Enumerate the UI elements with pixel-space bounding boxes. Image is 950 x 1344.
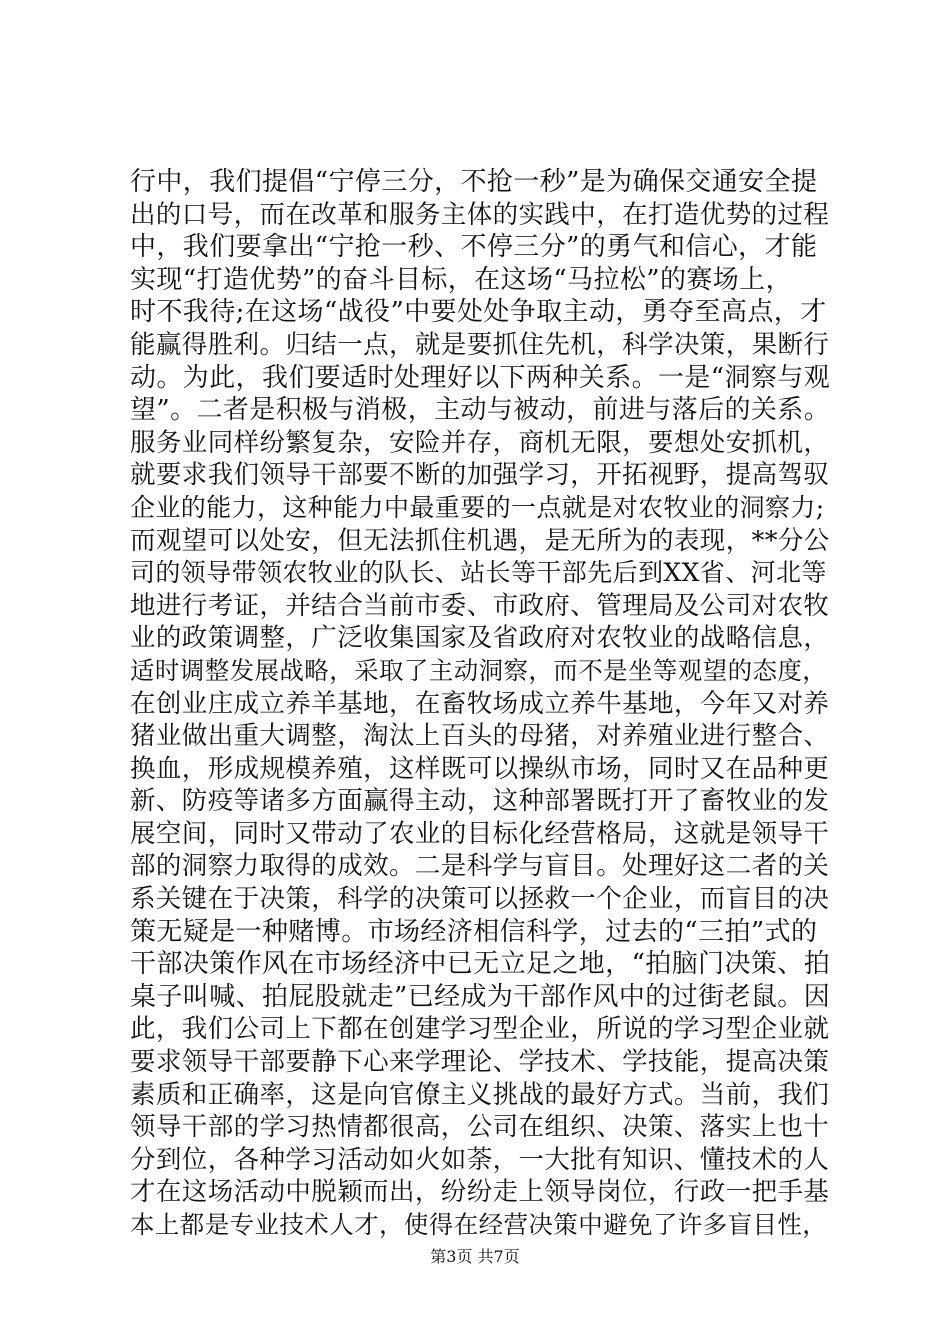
text-line: 就要求我们领导干部要不断的加强学习，开拓视野，提高驾驭 — [130, 460, 830, 491]
text-line: 企业的能力，这种能力中最重要的一点就是对农牧业的洞察力; — [130, 492, 825, 522]
text-line: 业的政策调整，广泛收集国家及省政府对农牧业的战略信息， — [130, 623, 830, 654]
text-line: 分到位，各种学习活动如火如荼，一大批有知识、懂技术的人 — [130, 1144, 830, 1175]
text-line: 司的领导带领农牧业的队长、站长等干部先后到XX省、河北等 — [130, 558, 827, 588]
page-number-footer: 第3页 共7页 — [430, 1247, 520, 1266]
text-line: 要求领导干部要静下心来学理论、学技术、学技能，提高决策 — [130, 1047, 830, 1078]
text-line: 展空间，同时又带动了农业的目标化经营格局，这就是领导干 — [130, 818, 830, 849]
text-line: 换血，形成规模养殖，这样既可以操纵市场，同时又在品种更 — [130, 753, 830, 784]
text-line: 动。为此，我们要适时处理好以下两种关系。一是“洞察与观 — [130, 362, 831, 393]
body-paragraph — [130, 166, 830, 1242]
text-line: 策无疑是一种赌博。市场经济相信科学，过去的“三拍”式的 — [130, 916, 818, 947]
text-line: 时不我待;在这场“战役”中要处处争取主动，勇夺至高点，才 — [130, 297, 827, 328]
text-line: 实现“打造优势”的奋斗目标，在这场“马拉松”的赛场上， — [130, 264, 792, 295]
text-line: 地进行考证，并结合当前市委、市政府、管理局及公司对农牧 — [130, 590, 830, 621]
text-line: 素质和正确率，这是向官僚主义挑战的最好方式。当前，我们 — [130, 1079, 830, 1110]
text-line: 干部决策作风在市场经济中已无立足之地，“拍脑门决策、拍 — [130, 949, 831, 980]
text-line: 适时调整发展战略，采取了主动洞察，而不是坐等观望的态度， — [130, 655, 828, 685]
text-line: 在创业庄成立养羊基地，在畜牧场成立养牛基地，今年又对养 — [130, 688, 830, 719]
text-line: 领导干部的学习热情都很高，公司在组织、决策、落实上也十 — [130, 1112, 830, 1143]
text-line: 望”。二者是积极与消极，主动与被动，前进与落后的关系。 — [130, 395, 831, 426]
text-line: 系关键在于决策，科学的决策可以拯救一个企业，而盲目的决 — [130, 884, 830, 915]
text-line: 此，我们公司上下都在创建学习型企业，所说的学习型企业就 — [130, 1014, 830, 1045]
text-line: 新、防疫等诸多方面赢得主动，这种部署既打开了畜牧业的发 — [130, 786, 830, 817]
text-line: 行中，我们提倡“宁停三分，不抢一秒”是为确保交通安全提 — [130, 167, 818, 197]
text-line: 服务业同样纷繁复杂，安险并存，商机无限，要想处安抓机， — [130, 427, 830, 458]
text-line: 而观望可以处安，但无法抓住机遇，是无所为的表现，**分公 — [130, 525, 830, 556]
text-line: 出的口号，而在改革和服务主体的实践中，在打造优势的过程 — [130, 199, 830, 230]
text-line: 能赢得胜利。归结一点，就是要抓住先机，科学决策，果断行 — [130, 329, 830, 360]
text-line: 本上都是专业技术人才，使得在经营决策中避免了许多盲目性， — [130, 1210, 828, 1239]
text-line: 中，我们要拿出“宁抢一秒、不停三分”的勇气和信心，才能 — [130, 232, 818, 263]
text-line: 部的洞察力取得的成效。二是科学与盲目。处理好这二者的关 — [130, 851, 830, 882]
text-line: 猪业做出重大调整，淘汰上百头的母猪，对养殖业进行整合、 — [130, 721, 830, 752]
text-line: 桌子叫喊、拍屁股就走”已经成为干部作风中的过街老鼠。因 — [130, 981, 831, 1012]
text-line: 才在这场活动中脱颖而出，纷纷走上领导岗位，行政一把手基 — [130, 1177, 830, 1208]
